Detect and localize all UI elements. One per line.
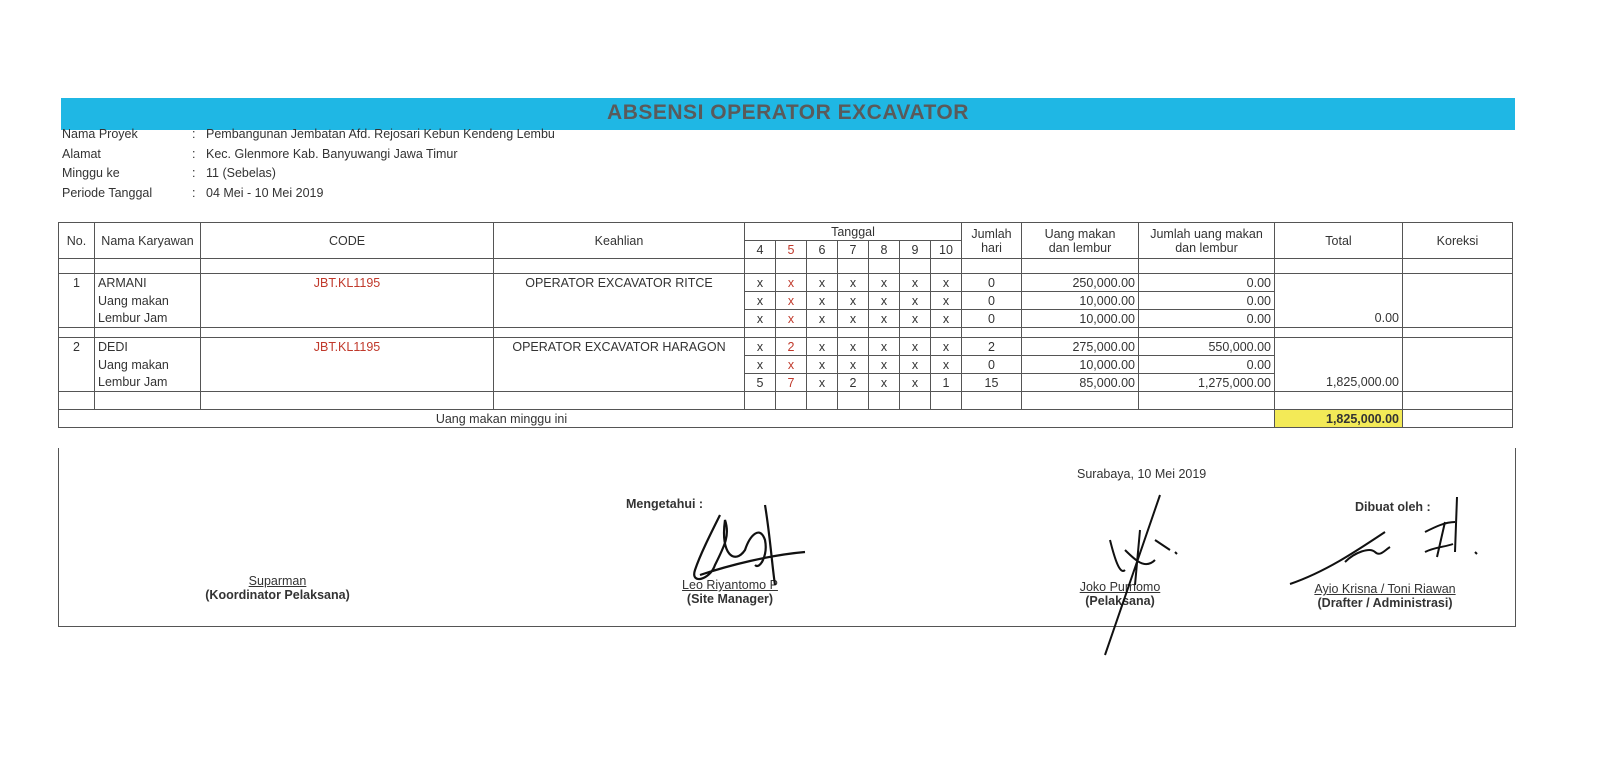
day-cell: x [807,338,838,356]
row-hari: 0 [962,292,1022,310]
row-skill [494,310,745,328]
day-cell: x [900,356,931,374]
signer-role: (Site Manager) [686,592,774,606]
info-value: Pembangunan Jembatan Afd. Rejosari Kebun Kendeng Lembu [206,127,555,141]
day-header: 10 [931,241,962,259]
day-cell: x [838,310,869,328]
day-cell: x [931,274,962,292]
day-cell: 1 [931,374,962,392]
table-row [59,310,1513,328]
row-name: Uang makan [95,292,201,310]
row-no [59,356,95,374]
day-cell: x [900,338,931,356]
row-name: ARMANI [95,274,201,292]
summary-value: 1,825,000.00 [1275,410,1403,428]
day-cell: x [931,310,962,328]
row-name: Uang makan [95,356,201,374]
day-cell: 5 [745,374,776,392]
day-cell: x [869,374,900,392]
signer-name: Joko Purnomo [1079,580,1161,594]
day-cell: x [807,374,838,392]
day-cell: x [776,274,807,292]
day-header: 5 [776,241,807,259]
signature-site-manager [680,495,815,605]
day-cell: x [869,292,900,310]
info-week: Minggu ke : 11 (Sebelas) [62,166,276,180]
day-cell: x [807,274,838,292]
row-amount: 0.00 [1139,310,1275,328]
day-header: 6 [807,241,838,259]
row-skill [494,374,745,392]
place-date: Surabaya, 10 Mei 2019 [1077,467,1207,481]
row-rate: 10,000.00 [1022,356,1139,374]
signer-role: (Pelaksana) [1085,594,1155,608]
table-row [59,274,1513,292]
row-code [201,356,494,374]
col-header-total: Total [1275,223,1403,259]
table-row [59,338,1513,356]
info-period: Periode Tanggal : 04 Mei - 10 Mei 2019 [62,186,324,200]
day-cell: x [807,292,838,310]
row-koreksi [1403,310,1513,328]
row-amount: 0.00 [1139,356,1275,374]
row-amount: 1,275,000.00 [1139,374,1275,392]
row-no [59,310,95,328]
day-cell: x [931,338,962,356]
row-rate: 250,000.00 [1022,274,1139,292]
row-hari: 0 [962,310,1022,328]
day-cell: x [838,356,869,374]
attendance-table [58,222,1513,428]
day-cell: x [776,356,807,374]
row-rate: 10,000.00 [1022,310,1139,328]
table-body [59,259,1513,392]
day-cell: x [838,292,869,310]
day-cell: x [869,274,900,292]
col-header-keahlian: Keahlian [494,223,745,259]
day-cell: x [900,274,931,292]
info-value: Kec. Glenmore Kab. Banyuwangi Jawa Timur [206,147,458,161]
row-koreksi [1403,338,1513,356]
row-rate: 10,000.00 [1022,292,1139,310]
day-cell: x [900,374,931,392]
day-cell: x [776,292,807,310]
day-cell: 2 [776,338,807,356]
day-cell: x [807,356,838,374]
jml-label-1: Jumlah uang makan [1150,226,1263,241]
day-cell: 2 [838,374,869,392]
day-cell: x [745,356,776,374]
row-no [59,374,95,392]
signature-drafter [1285,492,1485,587]
row-total [1275,338,1403,356]
spacer-row [59,392,1513,410]
info-label: Alamat [62,147,101,161]
day-cell: x [838,274,869,292]
row-amount: 550,000.00 [1139,338,1275,356]
row-name: DEDI [95,338,201,356]
row-no: 2 [59,338,95,356]
signer-name: Suparman [248,574,307,588]
spacer-row [59,259,1513,274]
row-skill [494,292,745,310]
signer-role: (Drafter / Administrasi) [1317,596,1453,610]
day-header: 8 [869,241,900,259]
spacer-row [59,328,1513,338]
jumlah-label: Jumlah [971,226,1012,241]
table-row [59,356,1513,374]
row-hari: 0 [962,274,1022,292]
page-title: ABSENSI OPERATOR EXCAVATOR [607,101,969,124]
day-cell: x [745,310,776,328]
col-header-uang-makan [1022,223,1139,259]
summary-label: Uang makan minggu ini [59,410,1275,428]
info-label: Nama Proyek [62,127,138,141]
table-row [59,292,1513,310]
day-cell: x [931,292,962,310]
info-project: Nama Proyek : Pembangunan Jembatan Afd. Rejosari Kebun Kendeng Lembu [62,127,555,141]
row-hari: 2 [962,338,1022,356]
day-cell: x [807,310,838,328]
day-header: 7 [838,241,869,259]
info-label: Periode Tanggal [62,186,153,200]
jml-label-2: dan lembur [1175,240,1238,255]
row-amount: 0.00 [1139,274,1275,292]
signer-block [190,574,365,602]
info-label: Minggu ke [62,166,120,180]
row-name: Lembur Jam [95,310,201,328]
day-cell: x [776,310,807,328]
row-rate: 85,000.00 [1022,374,1139,392]
day-cell: x [900,292,931,310]
row-no: 1 [59,274,95,292]
day-cell: x [869,338,900,356]
row-code: JBT.KL1195 [201,338,494,356]
row-skill: OPERATOR EXCAVATOR RITCE [494,274,745,292]
row-total: 1,825,000.00 [1275,374,1403,392]
row-code [201,374,494,392]
day-cell: x [745,292,776,310]
row-code [201,292,494,310]
row-hari: 0 [962,356,1022,374]
signature-pelaksana [1095,490,1185,660]
uang-label-2: dan lembur [1048,240,1112,255]
row-koreksi [1403,292,1513,310]
summary-row [59,410,1513,428]
info-value: 04 Mei - 10 Mei 2019 [206,186,324,200]
col-header-jumlah-uang [1139,223,1275,259]
signer-role: (Koordinator Pelaksana) [205,588,350,602]
signer-name: Leo Riyantomo P [682,578,778,592]
col-header-code: CODE [201,223,494,259]
title-bar [61,98,1515,130]
day-cell: x [900,310,931,328]
col-header-no: No. [59,223,95,259]
row-skill: OPERATOR EXCAVATOR HARAGON [494,338,745,356]
row-koreksi [1403,274,1513,292]
signer-name: Ayio Krisna / Toni Riawan [1314,582,1456,596]
day-cell: x [931,356,962,374]
row-rate: 275,000.00 [1022,338,1139,356]
info-value: 11 (Sebelas) [206,166,276,180]
row-total: 0.00 [1275,310,1403,328]
col-header-tanggal: Tanggal [745,223,962,241]
table-row [59,374,1513,392]
header-row [59,223,1513,241]
row-name: Lembur Jam [95,374,201,392]
info-address: Alamat : Kec. Glenmore Kab. Banyuwangi Jawa Timur [62,147,458,161]
day-cell: x [745,338,776,356]
day-header: 4 [745,241,776,259]
row-hari: 15 [962,374,1022,392]
col-header-koreksi: Koreksi [1403,223,1513,259]
hari-label: hari [981,240,1002,255]
row-koreksi [1403,374,1513,392]
row-code [201,310,494,328]
day-header: 9 [900,241,931,259]
row-no [59,292,95,310]
day-cell: x [838,338,869,356]
mengetahui-label: Mengetahui : [626,497,704,511]
row-amount: 0.00 [1139,292,1275,310]
col-header-nama: Nama Karyawan [95,223,201,259]
row-total [1275,292,1403,310]
row-total [1275,356,1403,374]
day-cell: 7 [776,374,807,392]
day-cell: x [869,310,900,328]
row-code: JBT.KL1195 [201,274,494,292]
dibuat-label: Dibuat oleh : [1355,500,1431,514]
uang-label-1: Uang makan [1044,226,1116,241]
row-skill [494,356,745,374]
col-header-jumlah-hari [962,223,1022,259]
day-cell: x [869,356,900,374]
row-koreksi [1403,356,1513,374]
row-total [1275,274,1403,292]
day-cell: x [745,274,776,292]
